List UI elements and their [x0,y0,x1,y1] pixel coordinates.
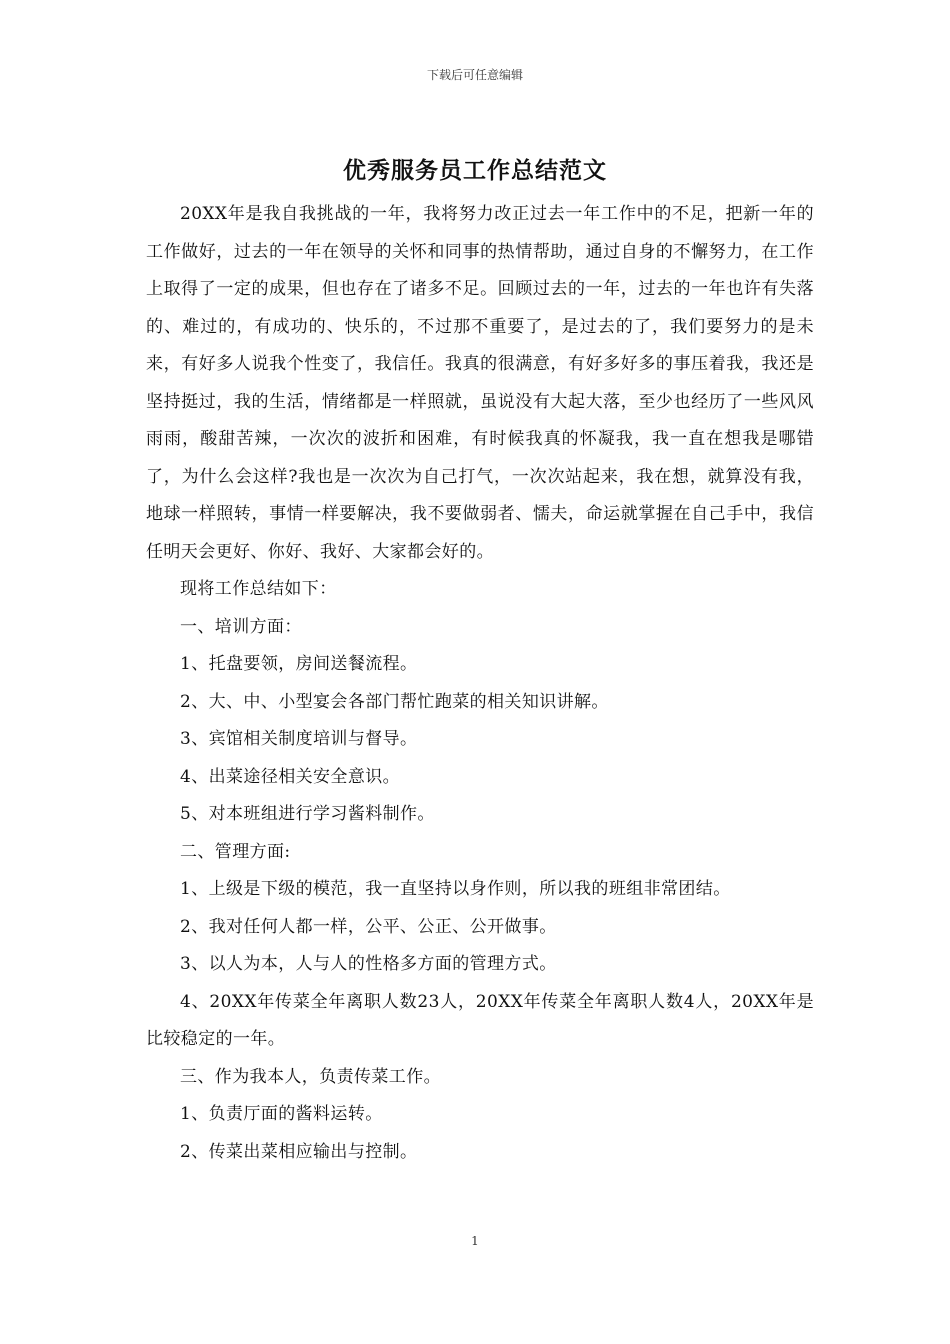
list-item: 1、上级是下级的模范，我一直坚持以身作则，所以我的班组非常团结。 [180,879,731,899]
list-item: 1、托盘要领，房间送餐流程。 [180,654,418,674]
list-item: 1、负责厅面的酱料运转。 [180,1104,383,1124]
list-item: 4、20XX年传菜全年离职人数23人，20XX年传菜全年离职人数4人，20XX年是比较稳定的一年。 [146,991,814,1049]
list-item: 2、我对任何人都一样，公平、公正、公开做事。 [180,916,557,937]
page-number: 1 [471,1234,479,1248]
list-item: 2、大、中、小型宴会各部门帮忙跑菜的相关知识讲解。 [180,691,609,712]
section-heading-personal: 三、作为我本人，负责传菜工作。 [180,1066,441,1087]
header-note: 下载后可任意编辑 [426,68,523,82]
list-item: 5、对本班组进行学习酱料制作。 [180,804,435,824]
section-heading-training: 一、培训方面： [180,616,302,637]
document-body [146,196,814,1171]
document-title: 优秀服务员工作总结范文 [343,158,607,184]
list-item: 3、以人为本，人与人的性格多方面的管理方式。 [180,954,557,974]
paragraph-summary-lead: 现将工作总结如下： [180,579,337,599]
section-heading-management: 二、管理方面: [180,841,291,862]
list-item: 4、出菜途径相关安全意识。 [180,766,401,787]
list-item: 3、宾馆相关制度培训与督导。 [180,729,418,749]
list-item: 2、传菜出菜相应输出与控制。 [180,1141,418,1162]
paragraph-intro: 20XX年是我自我挑战的一年，我将努力改正过去一年工作中的不足，把新一年的工作做好，过去的一年在领导的关怀和同事的热情帮助，通过自身的不懈努力，在工作上取得了一定的成果，但也存在了诸多不足。回顾过去的一年，过去的一年也许有失落的、难过的，有成功的、快乐的，不过那不重要了，是过去的了，我们要努力的是未来，有好多人说我个性变了，我信任。我真的很满意，有好多好多的事压着我，我还是坚持挺过，我的生活，情绪都是一样照就，虽说没有大起大落，至少也经历了一些风风雨雨，酸甜苦辣，一次次的波折和困难，有时候我真的怀凝我，我一直在想我是哪错了，为什么会这样?我也是一次次为自己打气，一次次站起来，我在想，就算没有我，地球一样照转，事情一样要解决，我不要做弱者、懦夫，命运就掌握在自己手中，我信任明天会更好、你好、我好、大家都会好的。 [146,204,814,562]
